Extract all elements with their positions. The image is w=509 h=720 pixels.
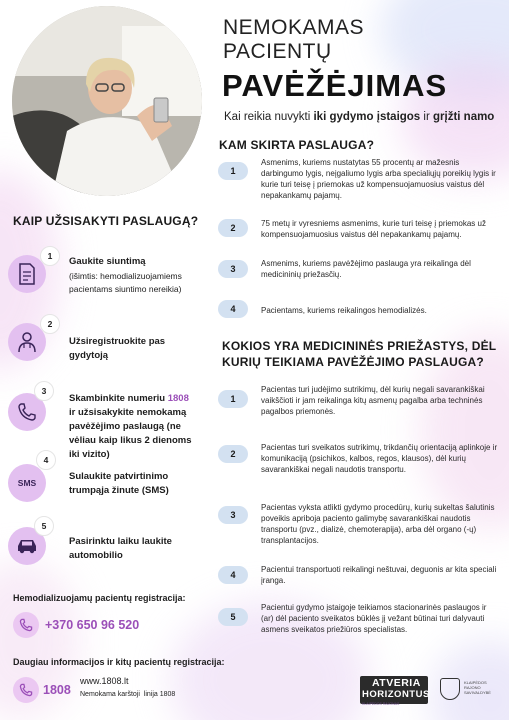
logo-text: HORIZONTUS bbox=[362, 689, 430, 700]
reason-text: Pacientui gydymo įstaigoje teikiamos stacionarinės paslaugos ir (ar) dėl paciento sveikatos būklės jį vežant būtinai turi dalyvauti asmens sveikatos priežiūros specialistas. bbox=[261, 603, 487, 634]
reason-text: Pacientas turi sveikatos sutrikimų, trikdančių orientaciją aplinkoje ir komunikaciją (psichikos, kalbos, regos, klausos), dėl kurių savarankiškai negali naudotis transportu. bbox=[261, 443, 498, 474]
step-number: 4 bbox=[36, 450, 56, 470]
municipality-crest-icon bbox=[440, 678, 460, 700]
sms-icon-label: SMS bbox=[17, 478, 37, 488]
step-3-line-1: Skambinkite numeriu 1808 bbox=[69, 393, 189, 404]
step-3-line-3: pavėžėjimo paslaugą (ne bbox=[69, 421, 181, 432]
step-2-line-1: Užsiregistruokite pas bbox=[69, 336, 166, 347]
reason-text: Pacientui transportuoti reikalingi neštuvai, deguonis ar kita speciali įranga. bbox=[261, 565, 497, 585]
step-4-line-2: trumpąja žinute (SMS) bbox=[69, 485, 169, 496]
who-heading: KAM SKIRTA PASLAUGA? bbox=[219, 138, 375, 152]
who-item-number: 2 bbox=[218, 219, 248, 237]
step-3-line-4: vėliau kaip likus 2 dienoms bbox=[69, 435, 192, 446]
who-item-text: Pacientams, kuriems reikalingos hemodializės. bbox=[261, 306, 427, 315]
phone-icon bbox=[13, 612, 39, 638]
reasons-heading-line-1: KOKIOS YRA MEDICININĖS PRIEŽASTYS, DĖL bbox=[222, 339, 497, 353]
reason-number: 3 bbox=[218, 506, 248, 524]
step-number: 1 bbox=[40, 246, 60, 266]
step-5-line-1: Pasirinktu laiku laukite bbox=[69, 536, 172, 547]
step-3-line-2: ir užsisakykite nemokamą bbox=[69, 407, 187, 418]
step-5-line-2: automobilio bbox=[69, 550, 123, 561]
subtitle: Kai reikia nuvykti iki gydymo įstaigos ir grįžti namo bbox=[224, 111, 495, 123]
website-link[interactable]: www.1808.lt bbox=[80, 676, 129, 686]
logo-subtext: KLAIPĖDOS RAJONAS bbox=[362, 702, 400, 706]
hemo-phone-link[interactable]: +370 650 96 520 bbox=[45, 618, 140, 632]
step-number: 5 bbox=[34, 516, 54, 536]
sms-icon bbox=[8, 464, 46, 502]
step-number: 3 bbox=[34, 381, 54, 401]
who-item-text: Asmenims, kuriems nustatytas 55 procentų ar mažesnis darbingumo lygis, neįgaliumo lygis arba specialiųjų poreikių lygis ir kurie turi teisę į priemokas už kompensuojamuosius vaistus dėl nepakankamų pajamų. bbox=[261, 158, 496, 200]
hero-photo bbox=[12, 6, 202, 196]
reasons-heading-line-2: KURIŲ TEIKIAMA PAVĖŽĖJIMO PASLAUGA? bbox=[222, 355, 484, 369]
hemo-heading: Hemodializuojamų pacientų registracija: bbox=[13, 593, 186, 603]
reason-number: 2 bbox=[218, 445, 248, 463]
phone-icon bbox=[13, 677, 39, 703]
step-2-line-2: gydytoją bbox=[69, 350, 109, 361]
more-info-heading: Daugiau informacijos ir kitų pacientų registracija: bbox=[13, 657, 225, 667]
title-line-2: PACIENTŲ bbox=[223, 40, 332, 63]
reason-number: 1 bbox=[218, 390, 248, 408]
howto-heading: KAIP UŽSISAKYTI PASLAUGĄ? bbox=[13, 214, 199, 228]
step-1-note-line-1: (išimtis: hemodializuojamiems bbox=[69, 271, 182, 281]
step-3-line-5: iki vizito) bbox=[69, 449, 110, 460]
page-title: PAVĖŽĖJIMAS bbox=[222, 68, 448, 103]
municipality-name: KLAIPĖDOS RAJONO SAVIVALDYBĖ bbox=[464, 680, 491, 695]
step-number: 2 bbox=[40, 314, 60, 334]
reason-text: Pacientas vyksta atlikti gydymo procedūrų, kurių sukeltas šalutinis poveikis apriboja paciento galimybę savarankiškai naudotis transportu (pvz., dializė, chemoterapija), arba dėl organo (-ų) transplantacijos. bbox=[261, 503, 495, 545]
who-item-number: 4 bbox=[218, 300, 248, 318]
hotline-text: Nemokama karštoji linija 1808 bbox=[80, 691, 176, 698]
who-item-text: 75 metų ir vyresniems asmenims, kurie turi teisę į priemokas už kompensuojamuosius vaistus dėl nepakankamų pajamų. bbox=[261, 219, 486, 239]
reason-number: 4 bbox=[218, 566, 248, 584]
logo-text: ATVERIA bbox=[372, 677, 421, 689]
who-item-text: Asmenims, kuriems pavėžėjimo paslauga yra reikalinga dėl medicininių priežasčių. bbox=[261, 259, 471, 279]
step-1-title: Gaukite siuntimą bbox=[69, 256, 146, 267]
who-item-number: 3 bbox=[218, 260, 248, 278]
who-item-number: 1 bbox=[218, 162, 248, 180]
title-line-1: NEMOKAMAS bbox=[223, 16, 365, 39]
reason-number: 5 bbox=[218, 608, 248, 626]
reason-text: Pacientas turi judėjimo sutrikimų, dėl kurių negali savarankiškai vaikščioti ir jam reikalinga kitų asmenų pagalba arba techninės pagalbos priemonės. bbox=[261, 385, 485, 416]
step-1-note-line-2: pacientams siuntimo nereikia) bbox=[69, 284, 182, 294]
hotline-number[interactable]: 1808 bbox=[43, 683, 71, 697]
step-4-line-1: Sulaukite patvirtinimo bbox=[69, 471, 169, 482]
